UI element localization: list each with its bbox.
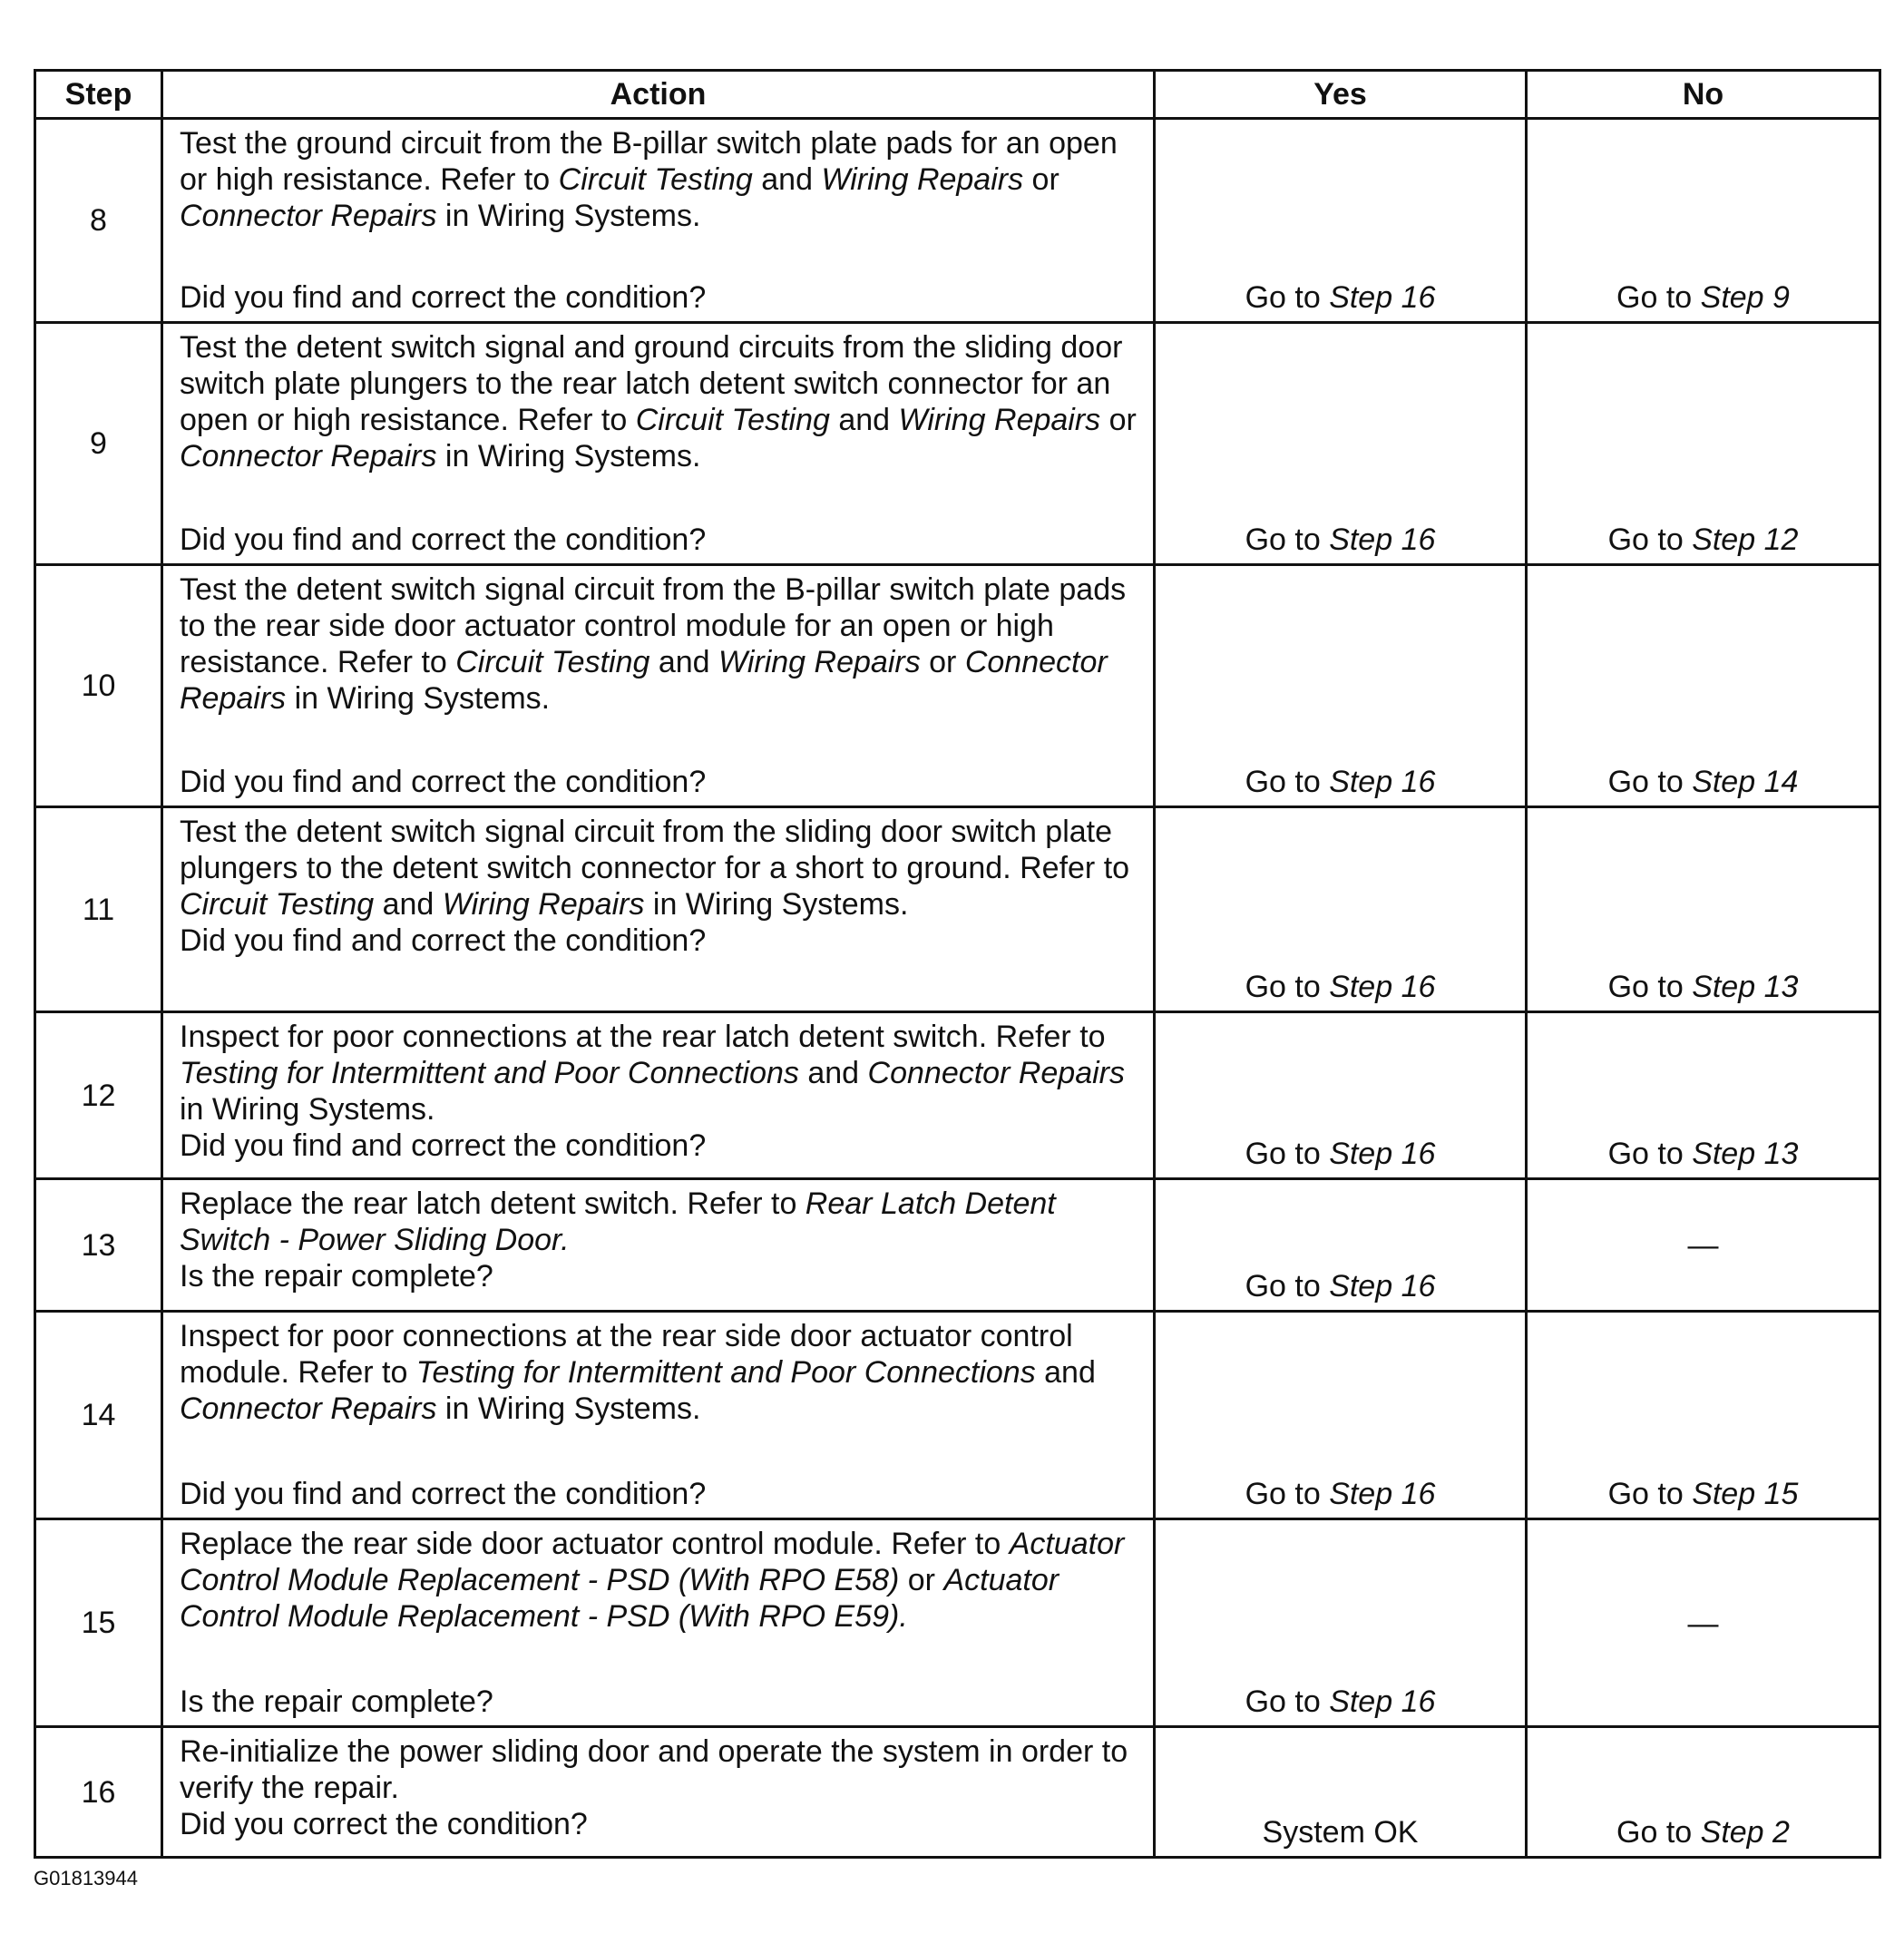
header-row [35, 71, 1880, 119]
text-run: Replace the rear latch detent switch. Refer to [180, 1186, 806, 1221]
header-no: No [1527, 71, 1880, 119]
yes-result [1155, 1179, 1527, 1312]
header-yes: Yes [1155, 71, 1527, 119]
text-run: in Wiring Systems. [436, 439, 701, 474]
table-row [35, 807, 1880, 1012]
reference-text: Circuit Testing [635, 403, 830, 437]
action-description [180, 814, 1137, 923]
action-description [180, 329, 1137, 474]
text-run: Go to [1616, 1815, 1701, 1850]
table-row [35, 1179, 1880, 1312]
no-result [1527, 807, 1880, 1012]
reference-text: Step 9 [1700, 280, 1790, 315]
text-run: System OK [1262, 1815, 1419, 1850]
text-run: Test the detent switch signal circuit from the B-pillar switch plate pads to the rear side door actuator control module for an open or high resistance. Refer to [180, 572, 1127, 679]
text-run: in Wiring Systems. [180, 1092, 435, 1127]
text-run: in Wiring Systems. [436, 1391, 701, 1426]
reference-text: Wiring Repairs [898, 403, 1101, 437]
step-number: 8 [35, 119, 162, 323]
action-question: Did you find and correct the condition? [180, 280, 707, 315]
figure-id: G01813944 [34, 1867, 138, 1889]
step-number: 12 [35, 1012, 162, 1179]
text-run: Go to [1607, 522, 1693, 557]
text-run: Go to [1607, 1137, 1693, 1171]
text-run: Test the ground circuit from the B-pillar switch plate pads for an open or high resistance. Refer to [180, 126, 1118, 197]
text-run: and [374, 887, 443, 922]
text-run: in Wiring Systems. [436, 199, 701, 233]
table-row [35, 323, 1880, 565]
no-result [1527, 1179, 1880, 1312]
text-run: or [1023, 162, 1059, 197]
no-result [1527, 1012, 1880, 1179]
action-cell [162, 1012, 1155, 1179]
action-description [180, 1526, 1137, 1635]
text-run: and [1035, 1355, 1096, 1390]
action-cell [162, 1519, 1155, 1727]
no-result [1527, 323, 1880, 565]
reference-text: Step 12 [1692, 522, 1799, 557]
reference-text: Wiring Repairs [821, 162, 1024, 197]
action-description [180, 1318, 1137, 1427]
text-run: — [1687, 1228, 1719, 1263]
text-run: or [1100, 403, 1137, 437]
text-run: Go to [1607, 765, 1693, 799]
reference-text: Circuit Testing [455, 645, 650, 679]
reference-text: Step 16 [1329, 1684, 1436, 1719]
text-run: — [1687, 1606, 1719, 1641]
no-result [1527, 1519, 1880, 1727]
action-description [180, 1733, 1137, 1806]
action-description [180, 571, 1137, 717]
no-result [1527, 1727, 1880, 1858]
action-question: Did you correct the condition? [180, 1807, 588, 1841]
table-row [35, 119, 1880, 323]
reference-text: Step 13 [1692, 970, 1799, 1004]
text-run: Test the detent switch signal and ground circuits from the sliding door switch plate plungers to the rear latch detent switch connector for an open or high resistance. Refer to [180, 330, 1123, 437]
yes-result [1155, 1312, 1527, 1519]
text-run: Go to [1245, 1269, 1330, 1303]
reference-text: Step 16 [1329, 970, 1436, 1004]
step-number: 9 [35, 323, 162, 565]
yes-result [1155, 807, 1527, 1012]
action-cell [162, 1727, 1155, 1858]
step-number: 10 [35, 565, 162, 807]
reference-text: Connector Repairs [180, 439, 437, 474]
table-row [35, 1727, 1880, 1858]
action-question: Did you find and correct the condition? [180, 1477, 707, 1511]
step-number: 16 [35, 1727, 162, 1858]
reference-text: Step 15 [1692, 1477, 1799, 1511]
table-row [35, 1312, 1880, 1519]
text-run: Go to [1607, 970, 1693, 1004]
reference-text: Connector Repairs [180, 645, 1108, 716]
action-question: Is the repair complete? [180, 1259, 493, 1294]
action-cell [162, 323, 1155, 565]
text-run: Go to [1245, 1477, 1330, 1511]
table-row [35, 565, 1880, 807]
table-body [35, 119, 1880, 1858]
reference-text: Connector Repairs [180, 199, 437, 233]
reference-text: Step 16 [1329, 280, 1436, 315]
step-number: 13 [35, 1179, 162, 1312]
text-run: Inspect for poor connections at the rear side door actuator control module. Refer to [180, 1319, 1073, 1390]
step-number: 11 [35, 807, 162, 1012]
action-question: Is the repair complete? [180, 1684, 493, 1719]
text-run: Go to [1245, 280, 1330, 315]
reference-text: Rear Latch Detent Switch - Power Sliding Door. [180, 1186, 1056, 1257]
action-cell [162, 807, 1155, 1012]
text-run: Go to [1245, 970, 1330, 1004]
text-run: Go to [1607, 1477, 1693, 1511]
text-run: in Wiring Systems. [644, 887, 909, 922]
text-run: Go to [1245, 1684, 1330, 1719]
reference-text: Actuator Control Module Replacement - PSD (With RPO E58) [180, 1527, 1125, 1597]
text-run: Replace the rear side door actuator control module. Refer to [180, 1527, 1010, 1561]
yes-result [1155, 119, 1527, 323]
no-result [1527, 1312, 1880, 1519]
action-cell [162, 119, 1155, 323]
text-run: and [798, 1056, 868, 1090]
text-run: Re-initialize the power sliding door and operate the system in order to verify the repair. [180, 1734, 1128, 1805]
text-run: Go to [1616, 280, 1701, 315]
text-run: in Wiring Systems. [286, 681, 551, 716]
action-question: Did you find and correct the condition? [180, 765, 707, 799]
text-run: Go to [1245, 765, 1330, 799]
step-number: 15 [35, 1519, 162, 1727]
text-run: Test the detent switch signal circuit from the sliding door switch plate plungers to the detent switch connector for a short to ground. Refer to [180, 815, 1130, 885]
action-description [180, 1186, 1137, 1258]
text-run: Inspect for poor connections at the rear latch detent switch. Refer to [180, 1020, 1106, 1054]
table-row [35, 1012, 1880, 1179]
yes-result [1155, 1012, 1527, 1179]
diagnostic-table [34, 69, 1881, 1859]
reference-text: Actuator Control Module Replacement - PSD (With RPO E59). [180, 1563, 1059, 1634]
header-action: Action [162, 71, 1155, 119]
action-question: Did you find and correct the condition? [180, 1128, 707, 1163]
action-description [180, 1019, 1137, 1128]
header-step: Step [35, 71, 162, 119]
reference-text: Step 16 [1329, 1269, 1436, 1303]
text-run: and [649, 645, 719, 679]
yes-result [1155, 1519, 1527, 1727]
text-run: or [920, 645, 965, 679]
yes-result [1155, 565, 1527, 807]
reference-text: Step 14 [1692, 765, 1799, 799]
yes-result [1155, 1727, 1527, 1858]
text-run: and [752, 162, 822, 197]
reference-text: Connector Repairs [867, 1056, 1126, 1090]
text-run: or [899, 1563, 944, 1597]
reference-text: Step 16 [1329, 1137, 1436, 1171]
step-number: 14 [35, 1312, 162, 1519]
table-row [35, 1519, 1880, 1727]
action-cell [162, 1312, 1155, 1519]
reference-text: Circuit Testing [558, 162, 753, 197]
text-run: Go to [1245, 522, 1330, 557]
reference-text: Testing for Intermittent and Poor Connections [180, 1056, 799, 1090]
action-question: Did you find and correct the condition? [180, 522, 707, 557]
reference-text: Step 16 [1329, 1477, 1436, 1511]
reference-text: Testing for Intermittent and Poor Connections [415, 1355, 1036, 1390]
action-cell [162, 1179, 1155, 1312]
action-cell [162, 565, 1155, 807]
reference-text: Circuit Testing [180, 887, 375, 922]
no-result [1527, 565, 1880, 807]
reference-text: Wiring Repairs [718, 645, 921, 679]
no-result [1527, 119, 1880, 323]
action-description [180, 125, 1137, 234]
text-run: Go to [1245, 1137, 1330, 1171]
reference-text: Wiring Repairs [442, 887, 645, 922]
reference-text: Step 13 [1692, 1137, 1799, 1171]
reference-text: Step 2 [1700, 1815, 1790, 1850]
yes-result [1155, 323, 1527, 565]
reference-text: Connector Repairs [180, 1391, 437, 1426]
action-question: Did you find and correct the condition? [180, 923, 707, 958]
reference-text: Step 16 [1329, 522, 1436, 557]
text-run: and [829, 403, 899, 437]
reference-text: Step 16 [1329, 765, 1436, 799]
